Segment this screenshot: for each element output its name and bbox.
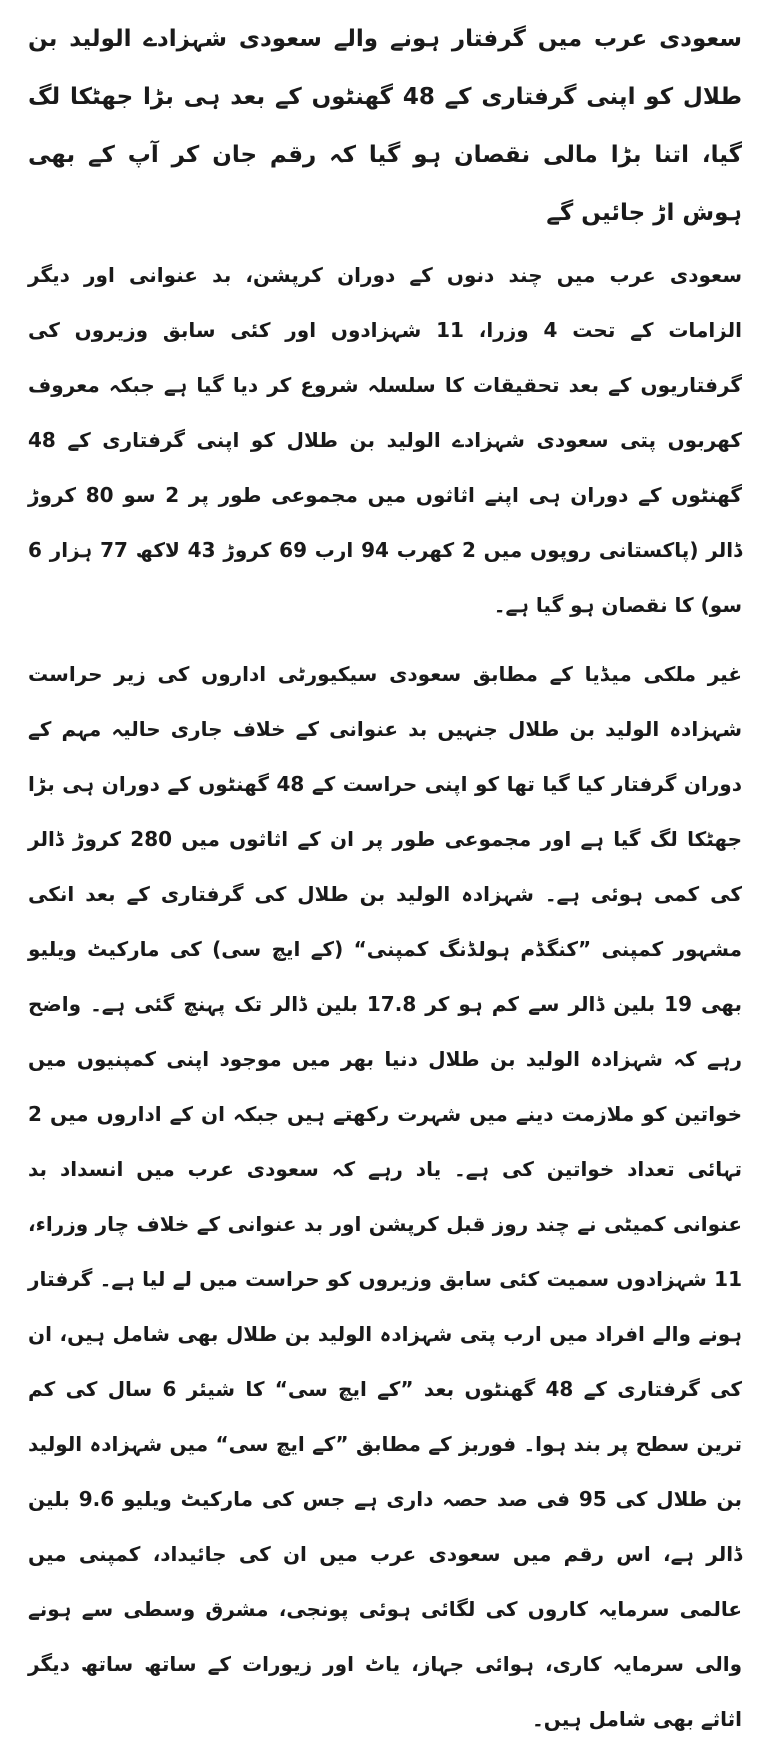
article-paragraph-1: سعودی عرب میں چند دنوں کے دوران کرپشن، بد عنوانی اور دیگر الزامات کے تحت 4 وزرا، 11 شہزادوں اور کئی سابق وزیروں کی گرفتاریوں کے بعد تحقیقات کا سلسلہ شروع کر دیا گیا ہے جبکہ معروف کھربوں پتی سعودی شہزادے الولید بن طلال کو اپنی گرفتاری کے 48 گھنٹوں کے دوران ہی اپنے اثاثوں میں مجموعی طور پر 2 سو 80 کروڑ ڈالر (پاکستانی روپوں میں 2 کھرب 94 ارب 69 کروڑ 43 لاکھ 77 ہزار 6 سو) کا نقصان ہو گیا ہے۔ (28, 263, 742, 617)
article-paragraph-2: غیر ملکی میڈیا کے مطابق سعودی سیکیورٹی اداروں کی زیر حراست شہزادہ الولید بن طلال جنہیں بد عنوانی کے خلاف جاری حالیہ مہم کے دوران گرفتار کیا گیا تھا کو اپنی حراست کے 48 گھنٹوں کے دوران ہی بڑا جھٹکا لگ گیا ہے اور مجموعی طور پر ان کے اثاثوں میں 280 کروڑ ڈالر کی کمی ہوئی ہے۔ شہزادہ الولید بن طلال کی گرفتاری کے بعد انکی مشہور کمپنی ”کنگڈم ہولڈنگ کمپنی“ (کے ایچ سی) کی مارکیٹ ویلیو بھی 19 بلین ڈالر سے کم ہو کر 17.8 بلین ڈالر تک پہنچ گئی ہے۔ واضح رہے کہ شہزادہ الولید بن طلال دنیا بھر میں موجود اپنی کمپنیوں میں خواتین کو ملازمت دینے میں شہرت رکھتے ہیں جبکہ ان کے اداروں میں 2 تہائی تعداد خواتین کی ہے۔ یاد رہے کہ سعودی عرب میں انسداد بد عنوانی کمیٹی نے چند روز قبل کرپشن اور بد عنوانی کے خلاف چار وزراء، 11 شہزادوں سمیت کئی سابق وزیروں کو حراست میں لے لیا ہے۔ گرفتار ہونے والے افراد میں ارب پتی شہزادہ الولید بن طلال بھی شامل ہیں، ان کی گرفتاری کے 48 گھنٹوں بعد ”کے ایچ سی“ کا شیئر 6 سال کی کم ترین سطح پر بند ہوا۔ فوربز کے مطابق ”کے ایچ سی“ میں شہزادہ الولید بن طلال کی 95 فی صد حصہ داری ہے جس کی مارکیٹ ویلیو 9.6 بلین ڈالر ہے، اس رقم میں سعودی عرب میں ان کی جائیداد، کمپنی میں عالمی سرمایہ کاروں کی لگائی ہوئی پونجی، مشرق وسطی سے ہونے والی سرمایہ کاری، ہوائی جہاز، یاٹ اور زیورات کے ساتھ ساتھ دیگر اثاثے بھی شامل ہیں۔ (28, 662, 743, 1731)
article-headline: سعودی عرب میں گرفتار ہونے والے سعودی شہزادے الولید بن طلال کو اپنی گرفتاری کے 48 گھنٹوں کے بعد ہی بڑا جھٹکا لگ گیا، اتنا بڑا مالی نقصان ہو گیا کہ رقم جان کر آپ کے بھی ہوش اڑ جائیں گے (28, 26, 742, 226)
